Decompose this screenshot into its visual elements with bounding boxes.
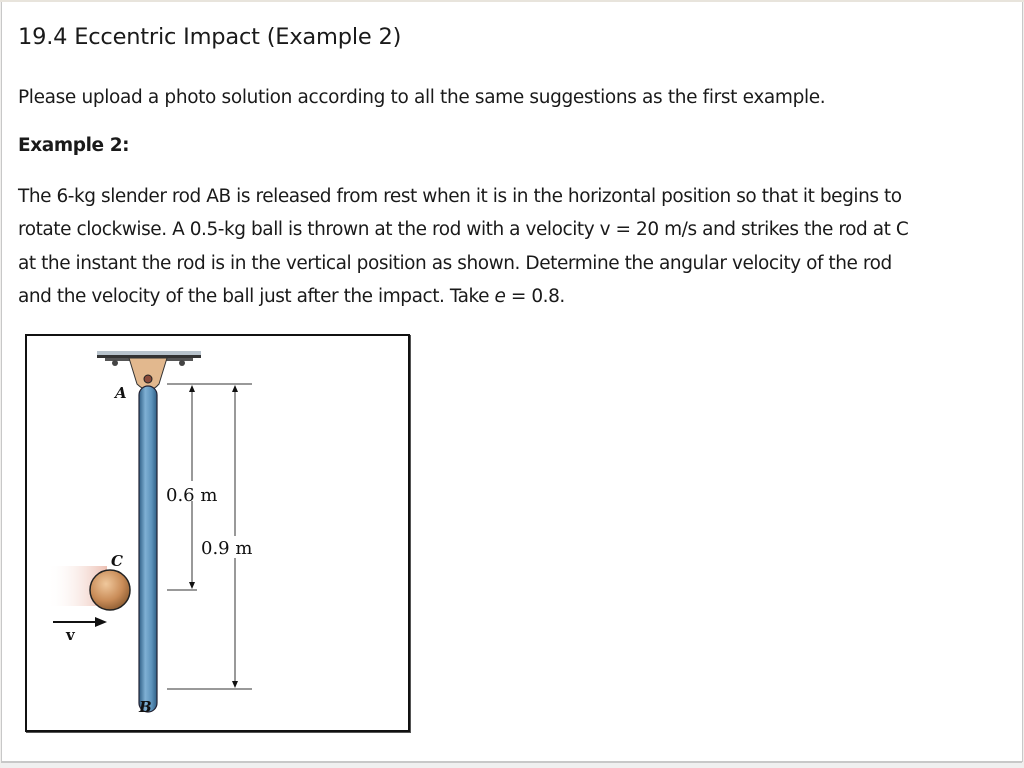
example-heading: Example 2:	[18, 135, 130, 156]
problem-figure	[25, 334, 410, 732]
bottom-border	[1, 762, 1022, 768]
rod-impact-diagram	[27, 336, 408, 730]
label-a: A	[115, 384, 127, 402]
rod-ab	[139, 386, 157, 712]
problem-line: rotate clockwise. A 0.5-kg ball is thrown at the rod with a velocity v = 20 m/s and strikes the rod at C	[18, 219, 909, 241]
problem-line: at the instant the rod is in the vertical position as shown. Determine the angular velocity of the rod	[18, 252, 892, 274]
page-title: 19.4 Eccentric Impact (Example 2)	[18, 24, 402, 50]
problem-line: The 6-kg slender rod AB is released from rest when it is in the horizontal position so that it begins to	[18, 186, 902, 207]
problem-line	[18, 280, 1008, 313]
label-v: v	[66, 626, 75, 644]
dimension-0-6: 0.6 m	[166, 485, 218, 506]
instructions-text: Please upload a photo solution according to all the same suggestions as the first example.	[18, 87, 826, 108]
problem-statement	[18, 180, 1008, 313]
restitution-variable: e	[494, 285, 506, 307]
label-b: B	[139, 698, 152, 716]
label-c: C	[111, 552, 123, 570]
dimension-0-9: 0.9 m	[201, 538, 253, 559]
problem-text: and the velocity of the ball just after the impact. Take	[18, 285, 495, 307]
ball	[90, 570, 130, 610]
problem-text: = 0.8.	[505, 285, 565, 307]
